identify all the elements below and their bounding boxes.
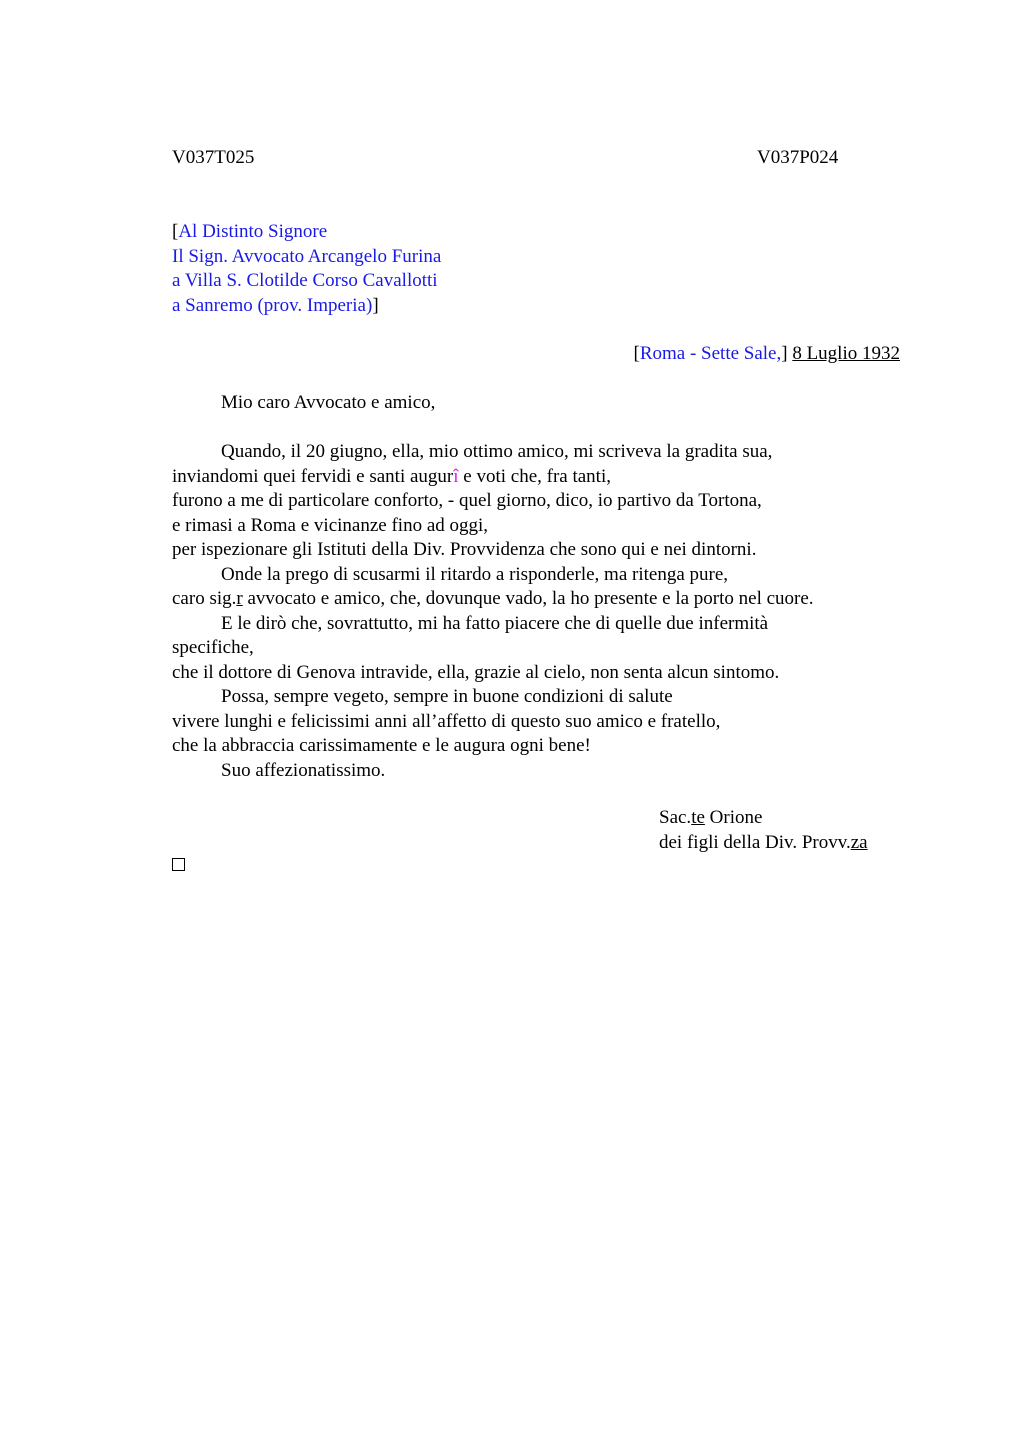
abbrev-superscript: za bbox=[850, 831, 868, 853]
bracket: [ bbox=[633, 343, 640, 364]
body-line: Suo affezionatissimo. bbox=[221, 759, 386, 781]
dateline-place: Roma - Sette Sale, bbox=[639, 343, 782, 364]
body-line: e rimasi a Roma e vicinanze fino ad oggi, bbox=[172, 514, 489, 536]
body-text: avvocato e amico, che, dovunque vado, la ho presente e la porto nel cuore. bbox=[242, 588, 814, 609]
address-line: Il Sign. Avvocato Arcangelo Furina bbox=[172, 245, 442, 267]
salutation: Mio caro Avvocato e amico, bbox=[221, 392, 436, 413]
body-line bbox=[172, 465, 814, 490]
signature-block bbox=[659, 806, 868, 855]
address-line bbox=[172, 294, 441, 319]
body-text: inviandomi quei fervidi e santi augur bbox=[172, 465, 454, 487]
body-line: che il dottore di Genova intravide, ella, grazie al cielo, non senta alcun sintomo. bbox=[172, 661, 780, 683]
abbrev-superscript: r bbox=[236, 588, 243, 609]
bracket: ] bbox=[372, 294, 379, 316]
address-line bbox=[172, 220, 441, 245]
body-line: E le dirò che, sovrattutto, mi ha fatto piacere che di quelle due infermità bbox=[221, 612, 769, 634]
dateline bbox=[634, 342, 901, 367]
address-text: a Sanremo (prov. Imperia) bbox=[172, 294, 373, 316]
body-line: Quando, il 20 giugno, ella, mio ottimo amico, mi scriveva la gradita sua, bbox=[221, 441, 773, 462]
letter-body bbox=[172, 440, 814, 783]
body-line: che la abbraccia carissimamente e le augura ogni bene! bbox=[172, 735, 591, 756]
bracket: [ bbox=[172, 221, 179, 242]
document-code-left: V037T025 bbox=[172, 147, 255, 168]
end-checkbox-icon bbox=[172, 858, 185, 871]
highlighted-char: î bbox=[453, 465, 459, 487]
address-text: Al Distinto Signore bbox=[178, 221, 328, 242]
body-line: furono a me di particolare conforto, - quel giorno, dico, io partivo da Tortona, bbox=[172, 490, 762, 511]
body-text: e voti che, fra tanti, bbox=[458, 465, 611, 487]
address-block bbox=[172, 220, 441, 318]
bracket: ] bbox=[781, 343, 788, 364]
body-line: Onde la prego di scusarmi il ritardo a risponderle, ma ritenga pure, bbox=[221, 563, 729, 585]
dateline-date: 8 Luglio 1932 bbox=[792, 343, 900, 364]
body-line: specifiche, bbox=[172, 637, 254, 658]
signature-line bbox=[659, 831, 868, 856]
abbrev-superscript: te bbox=[691, 807, 705, 828]
body-text: caro sig. bbox=[172, 588, 237, 609]
body-line: Possa, sempre vegeto, sempre in buone condizioni di salute bbox=[221, 686, 673, 707]
signature-text: dei figli della Div. Provv. bbox=[659, 831, 851, 853]
body-line: per ispezionare gli Istituti della Div. Provvidenza che sono qui e nei dintorni. bbox=[172, 539, 757, 560]
signature-text: Sac. bbox=[659, 807, 692, 828]
signature-text: Orione bbox=[704, 807, 763, 828]
body-line: vivere lunghi e felicissimi anni all’affetto di questo suo amico e fratello, bbox=[172, 710, 721, 732]
document-code-right: V037P024 bbox=[757, 147, 839, 168]
signature-line bbox=[659, 806, 868, 831]
body-line bbox=[172, 587, 814, 612]
address-line: a Villa S. Clotilde Corso Cavallotti bbox=[172, 270, 438, 291]
